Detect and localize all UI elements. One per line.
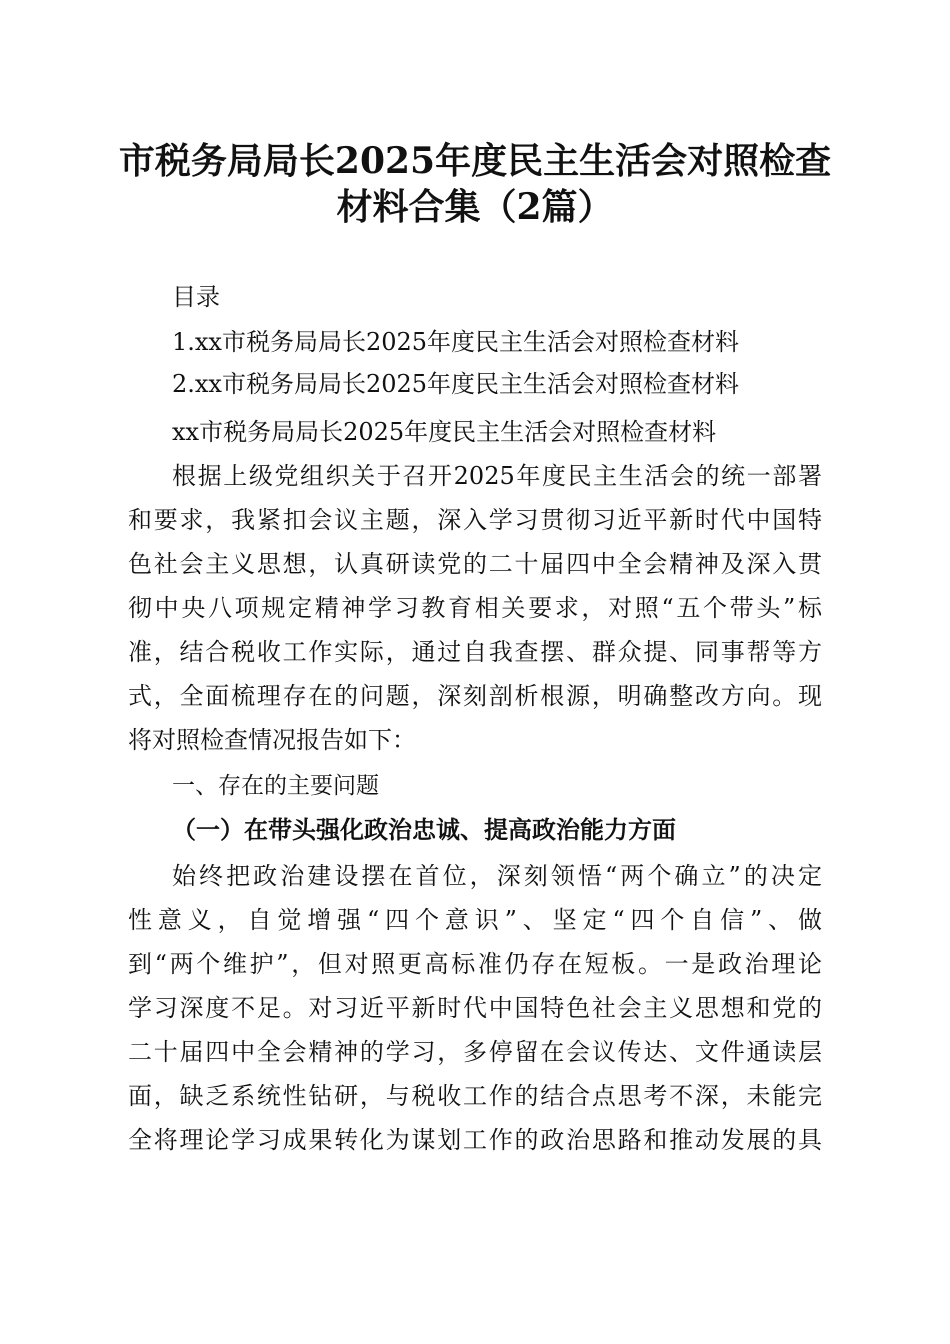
subsection-heading-1: （一）在带头强化政治忠诚、提高政治能力方面 [172, 815, 676, 844]
intro-line: 根据上级党组织关于召开2025年度民主生活会的统一部署 [172, 462, 822, 490]
intro-line: 将对照检查情况报告如下： [128, 726, 416, 754]
body-line: 全将理论学习成果转化为谋划工作的政治思路和推动发展的具 [128, 1126, 822, 1154]
intro-line: 准，结合税收工作实际，通过自我查摆、群众提、同事帮等方 [128, 638, 822, 666]
section-heading-1: 一、存在的主要问题 [172, 773, 379, 799]
document-title-line-1: 市税务局局长2025年度民主生活会对照检查 [118, 140, 832, 182]
document-title-line-2: 材料合集（2篇） [336, 186, 614, 228]
intro-line: 色社会主义思想，认真研读党的二十届四中全会精神及深入贯 [128, 550, 822, 578]
intro-line: 彻中央八项规定精神学习教育相关要求，对照“五个带头”标 [128, 594, 822, 622]
intro-line: 式，全面梳理存在的问题，深刻剖析根源，明确整改方向。现 [128, 682, 822, 710]
toc-item-2: 2.xx市税务局局长2025年度民主生活会对照检查材料 [172, 370, 740, 398]
body-line: 学习深度不足。对习近平新时代中国特色社会主义思想和党的 [128, 994, 822, 1022]
toc-heading: 目录 [172, 283, 220, 311]
body-line: 面，缺乏系统性钻研，与税收工作的结合点思考不深，未能完 [128, 1082, 822, 1110]
toc-item-1: 1.xx市税务局局长2025年度民主生活会对照检查材料 [172, 328, 740, 356]
body-line: 二十届四中全会精神的学习，多停留在会议传达、文件通读层 [128, 1038, 822, 1066]
intro-line: 和要求，我紧扣会议主题，深入学习贯彻习近平新时代中国特 [128, 506, 822, 534]
body-line: 始终把政治建设摆在首位，深刻领悟“两个确立”的决定 [172, 862, 822, 890]
body-line: 到“两个维护”，但对照更高标准仍存在短板。一是政治理论 [128, 950, 822, 978]
body-line: 性意义，自觉增强“四个意识”、坚定“四个自信”、做 [128, 906, 822, 934]
section-subtitle: xx市税务局局长2025年度民主生活会对照检查材料 [172, 418, 717, 446]
